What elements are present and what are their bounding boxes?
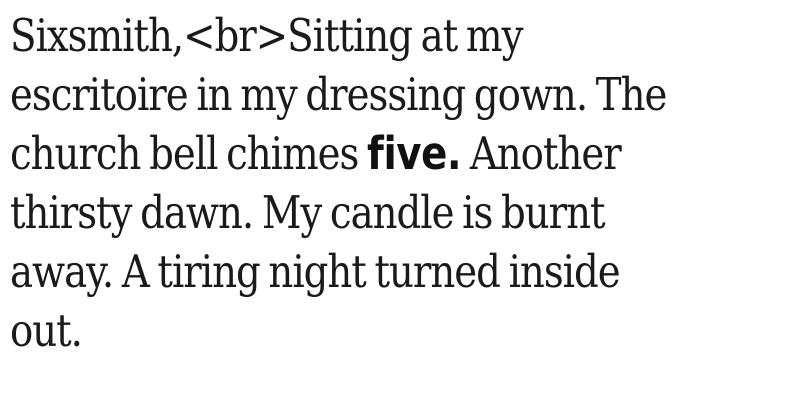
letter-text-opening: Sixsmith,<br>Sitting at my escritoire in my dressing gown. The church bell chimes (10, 9, 667, 180)
letter-text-closing: Another thirsty dawn. My candle is burnt away. A tiring night turned inside out. (10, 127, 621, 357)
bold-word-five: five. (367, 127, 462, 180)
letter-paragraph (10, 6, 681, 360)
